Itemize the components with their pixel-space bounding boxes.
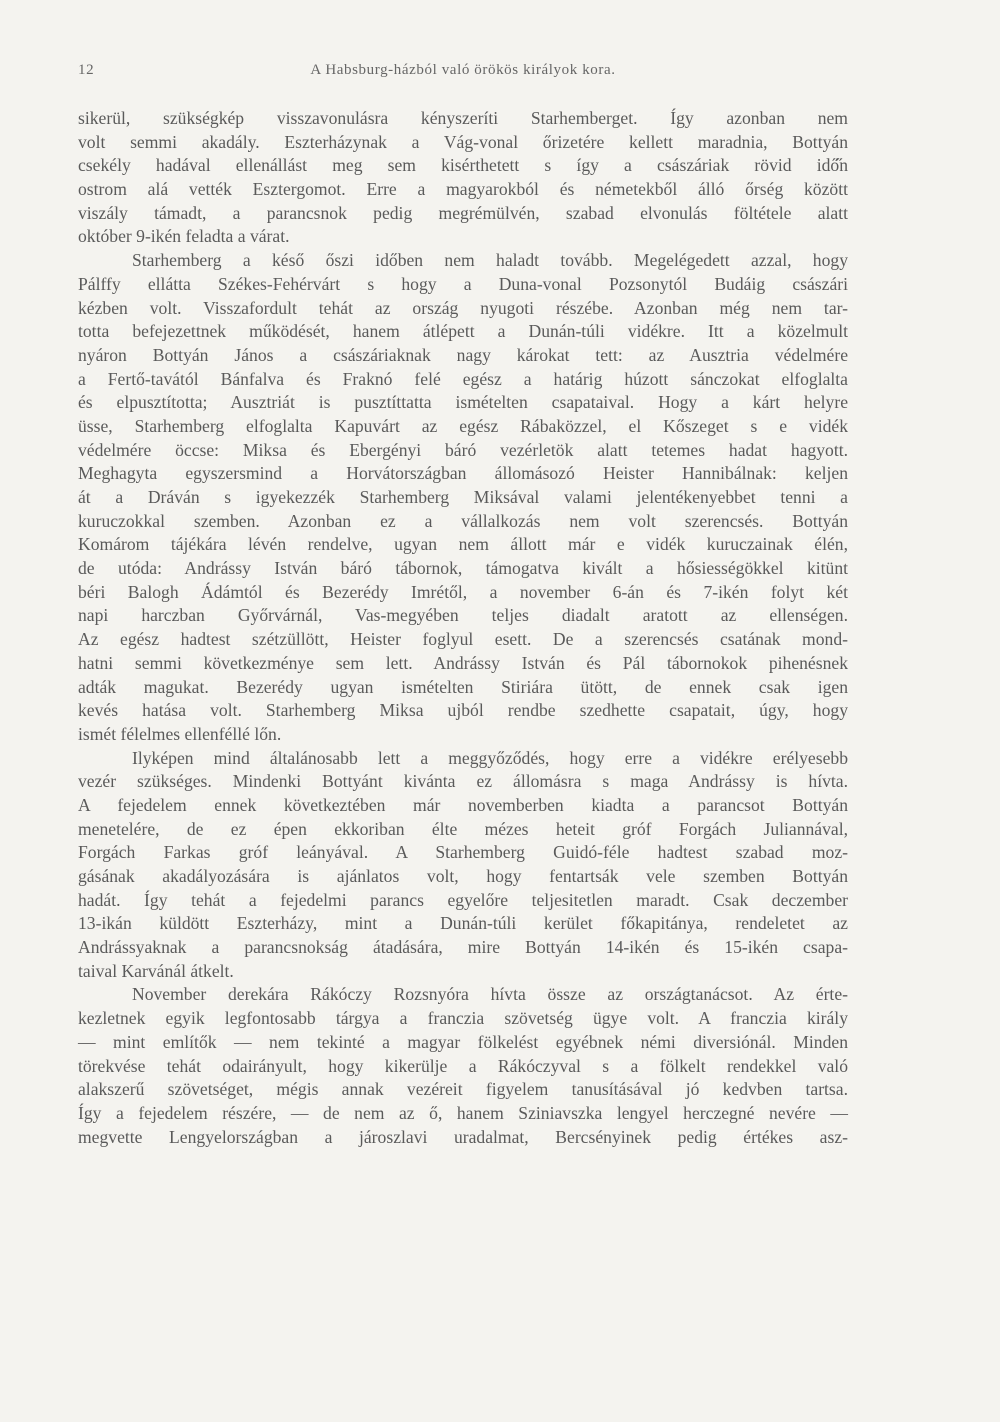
page-header xyxy=(78,62,848,88)
text-line: de utóda: Andrássy István báró tábornok, támogatva kivált a hősiességökkel kitünt xyxy=(78,558,848,579)
text-line: Starhemberg a késő őszi időben nem haladt tovább. Megelégedett azzal, hogy xyxy=(132,250,848,271)
text-line: November derekára Rákóczy Rozsnyóra hívta össze az országtanácsot. Az érte- xyxy=(132,984,848,1005)
text-line: alakszerű szövetséget, mégis annak vezéreit figyelem tanusításával jó kedvben tartsa. xyxy=(78,1079,848,1100)
text-line: vezér szükséges. Mindenki Bottyánt kivánta ez állomásra s maga Andrássy is hívta. xyxy=(78,771,848,792)
text-line: Komárom tájékára lévén rendelve, ugyan nem állott már e vidék kuruczainak élén, xyxy=(78,534,848,555)
text-line: gásának akadályozására is ajánlatos volt, hogy fentartsák vele szemben Bottyán xyxy=(78,866,848,886)
text-line: volt semmi akadály. Eszterházynak a Vág-vonal őrizetére kellett maradnia, Bottyán xyxy=(78,131,848,152)
body-text xyxy=(78,107,848,1149)
text-line: kevés hatása volt. Starhemberg Miksa ujból rendbe szedhette csapatait, úgy, hogy xyxy=(78,700,848,721)
text-line: adták magukat. Bezerédy ugyan ismételten Stiriára ütött, de ennek csak igen xyxy=(78,676,848,697)
text-line: A fejedelem ennek következtében már novemberben kiadta a parancsot Bottyán xyxy=(78,794,848,815)
text-line: béri Balogh Ádámtól és Bezerédy Imrétől, a november 6-án és 7-ikén folyt két xyxy=(78,581,848,602)
text-line: és elpusztította; Ausztriát is pusztíttatta ismételten csapataival. Hogy a kárt helyre xyxy=(78,392,848,413)
text-line: ostrom alá vették Esztergomot. Erre a magyarokból és németekből álló őrség között xyxy=(78,179,848,200)
text-line: megvette Lengyelországban a jároszlavi uradalmat, Bercsényinek pedig értékes asz- xyxy=(78,1126,848,1147)
text-line: napi harczban Győrvárnál, Vas-megyében teljes diadalt aratott az ellenségen. xyxy=(78,605,848,626)
text-line: Meghagyta egyszersmind a Horvátországban állomásozó Heister Hannibálnak: keljen xyxy=(78,463,848,484)
text-line: Forgách Farkas gróf leányával. A Starhemberg Guidó-féle hadtest szabad moz- xyxy=(78,842,848,863)
text-line: csekély hadával ellenállást meg sem kisérthetett s így a császáriak rövid idő̋n xyxy=(78,155,848,176)
text-line: törekvése tehát odairányult, hogy kikerülje a Rákóczyval s a fölkelt rendekkel való xyxy=(78,1055,848,1076)
running-title: A Habsburg-házból való örökös királyok kora. xyxy=(310,62,616,78)
text-line: ismét félelmes ellenféllé lőn. xyxy=(78,723,282,744)
text-line: menetelére, de ez épen ekkoriban élte mézes heteit gróf Forgách Juliannával, xyxy=(78,818,848,839)
text-line: hadát. Így tehát a fejedelmi parancs egyelőre teljesitetlen maradt. Csak deczember xyxy=(78,889,848,910)
text-line: nyáron Bottyán János a császáriaknak nagy károkat tett: az Ausztria védelmére xyxy=(78,344,848,365)
text-line: kézben volt. Visszafordult tehát az ország nyugoti részébe. Azonban még nem tar- xyxy=(78,297,848,318)
text-line: — mint említők — nem tekinté a magyar fölkelést egyébnek némi diversiónál. Minden xyxy=(78,1031,848,1052)
text-line: a Fertő-tavától Bánfalva és Fraknó felé egész a határig húzott sánczokat elfoglalta xyxy=(78,368,848,389)
text-line: október 9-ikén feladta a várat. xyxy=(78,226,290,247)
text-line: taival Karvánál átkelt. xyxy=(78,960,234,981)
text-line: kuruczokkal szemben. Azonban ez a vállalkozás nem volt szerencsés. Bottyán xyxy=(78,510,848,531)
text-line: totta befejezettnek működését, hanem átlépett a Dunán-túli vidékre. Itt a közelmult xyxy=(78,321,848,342)
page-number: 12 xyxy=(78,62,95,78)
text-line: kezletnek egyik legfontosabb tárgya a franczia szövetség ügye volt. A franczia király xyxy=(78,1008,848,1029)
text-line: viszály támadt, a parancsnok pedig megrémülvén, szabad elvonulás föltétele alatt xyxy=(78,202,848,223)
text-line: Ilyképen mind általánosabb lett a meggyőződés, hogy erre a vidékre erélyesebb xyxy=(132,747,848,768)
text-line: Pálffy ellátta Székes-Fehérvárt s hogy a Duna-vonal Pozsonytól Budáig császári xyxy=(78,273,848,294)
text-line: üsse, Starhemberg elfoglalta Kapuvárt az egész Rábaközzel, el Kőszeget s e vidék xyxy=(78,415,848,436)
text-line: 13-ikán küldött Eszterházy, mint a Dunán-túli kerület főkapitánya, rendeletet az xyxy=(78,913,848,934)
text-line: sikerül, szükségkép visszavonulásra kényszeríti Starhemberget. Így azonban nem xyxy=(78,108,848,128)
text-line: Andrássyaknak a parancsnokság átadására, mire Bottyán 14-ikén és 15-ikén csapa- xyxy=(78,937,848,958)
text-line: védelmére öccse: Miksa és Ebergényi báró vezérletök alatt tetemes hadat hagyott. xyxy=(78,439,848,460)
text-line: Az egész hadtest szétzüllött, Heister foglyul esett. De a szerencsés csatának mond- xyxy=(78,629,848,650)
text-line: hatni semmi következménye sem lett. Andrássy István és Pál tábornokok pihenésnek xyxy=(78,652,848,673)
text-line: Így a fejedelem részére, — de nem az ő, hanem Sziniavszka lengyel herczegné nevére — xyxy=(78,1102,848,1123)
text-line: át a Dráván s igyekezzék Starhemberg Miksával valami jelentékenyebbet tenni a xyxy=(78,487,848,507)
